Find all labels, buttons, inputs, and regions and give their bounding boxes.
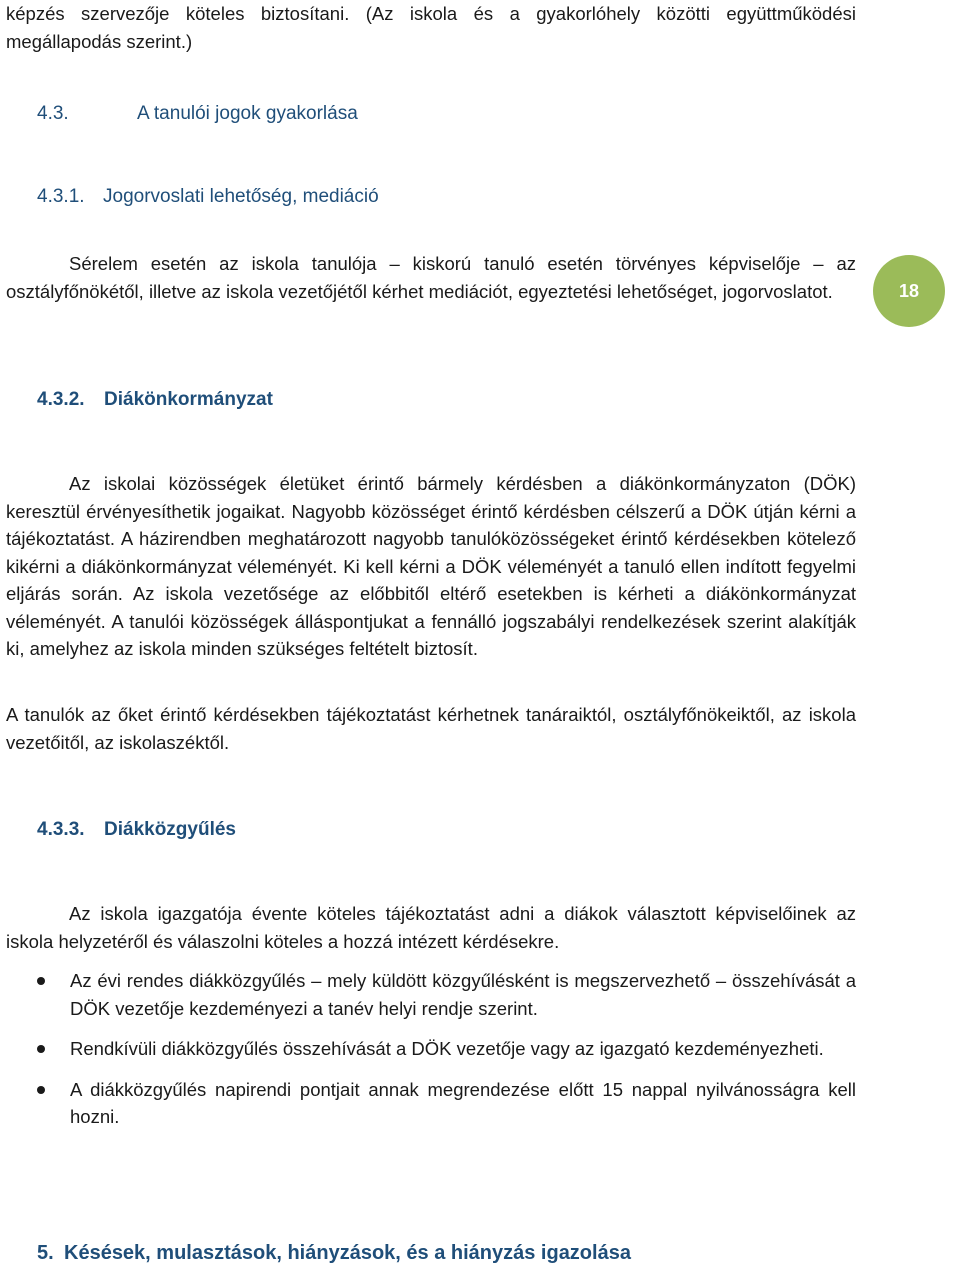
- section-heading-4-3-1: [37, 186, 379, 208]
- section-number: 4.3.2.: [37, 389, 85, 410]
- section-number: 5.: [37, 1242, 54, 1264]
- section-4-3-2-body: Az iskolai közösségek életüket érintő bármely kérdésben a diákönkormányzaton (DÖK) keresztül érvényesíthetik jogaikat. Nagyobb közösséget érintő kérdésben célszerű a DÖK útján kérni a tájékoztatást. A házirendben meghatározott nagyobb tanulóközösségeket érintő kérdésekben kötelező kikérni a diákönkormányzat véleményét. Ki kell kérni a DÖK véleményét a tanuló ellen indított fegyelmi eljárás során. Az iskola vezetősége az előbbitől eltérő esetekben is kérheti a diákönkormányzat véleményét. A tanulói közösségek álláspontjukat a fennálló jogszabályi rendelkezések szerint alakítják ki, amelyhez az iskola minden szükséges feltételt biztosít.: [6, 473, 856, 659]
- section-heading-4-3: [37, 103, 358, 125]
- list-item-text: Rendkívüli diákközgyűlés összehívását a DÖK vezetője vagy az igazgató kezdeményezheti.: [70, 1038, 824, 1059]
- section-title: Jogorvoslati lehetőség, mediáció: [103, 186, 379, 207]
- section-heading-4-3-3: [37, 819, 236, 841]
- page-number-badge: 18: [873, 255, 945, 327]
- section-heading-4-3-2: [37, 389, 273, 411]
- list-item-text: Az évi rendes diákközgyűlés – mely küldött közgyűlésként is megszervezhető – összehívását a DÖK vezetője kezdeményezi a tanév helyi rendje szerint.: [70, 970, 856, 1019]
- section-number: 4.3.: [37, 103, 69, 124]
- list-item: [0, 1035, 856, 1063]
- bullet-icon: [37, 977, 45, 985]
- section-number: 4.3.3.: [37, 819, 85, 840]
- section-4-3-2-body-2: A tanulók az őket érintő kérdésekben tájékoztatást kérhetnek tanáraiktól, osztályfőnökeiktől, az iskola vezetőitől, az iskolaszéktől.: [6, 704, 856, 753]
- section-4-3-3-body: Az iskola igazgatója évente köteles tájékoztatást adni a diákok választott képviselőinek az iskola helyzetéről és válaszolni köteles a hozzá intézett kérdésekre.: [6, 903, 856, 952]
- list-item: [0, 1076, 856, 1131]
- section-title: A tanulói jogok gyakorlása: [137, 103, 358, 124]
- bullet-list: [0, 967, 856, 1131]
- list-item: [0, 967, 856, 1022]
- section-heading-5: [37, 1242, 631, 1265]
- bullet-icon: [37, 1086, 45, 1094]
- list-item-text: A diákközgyűlés napirendi pontjait annak megrendezése előtt 15 nappal nyilvánosságra kell hozni.: [70, 1078, 856, 1127]
- section-number: 4.3.1.: [37, 186, 85, 207]
- continuation-paragraph: képzés szervezője köteles biztosítani. (Az iskola és a gyakorlóhely közötti együttműködési megállapodás szerint.): [6, 3, 856, 52]
- section-title: Diákönkormányzat: [104, 389, 273, 410]
- bullet-icon: [37, 1045, 45, 1053]
- section-title: Diákközgyűlés: [104, 819, 236, 840]
- section-4-3-1-body: Sérelem esetén az iskola tanulója – kiskorú tanuló esetén törvényes képviselője – az osztályfőnökétől, illetve az iskola vezetőjétől kérhet mediációt, egyeztetési lehetőséget, jogorvoslatot.: [6, 253, 856, 302]
- section-title: Késések, mulasztások, hiányzások, és a hiányzás igazolása: [64, 1242, 631, 1264]
